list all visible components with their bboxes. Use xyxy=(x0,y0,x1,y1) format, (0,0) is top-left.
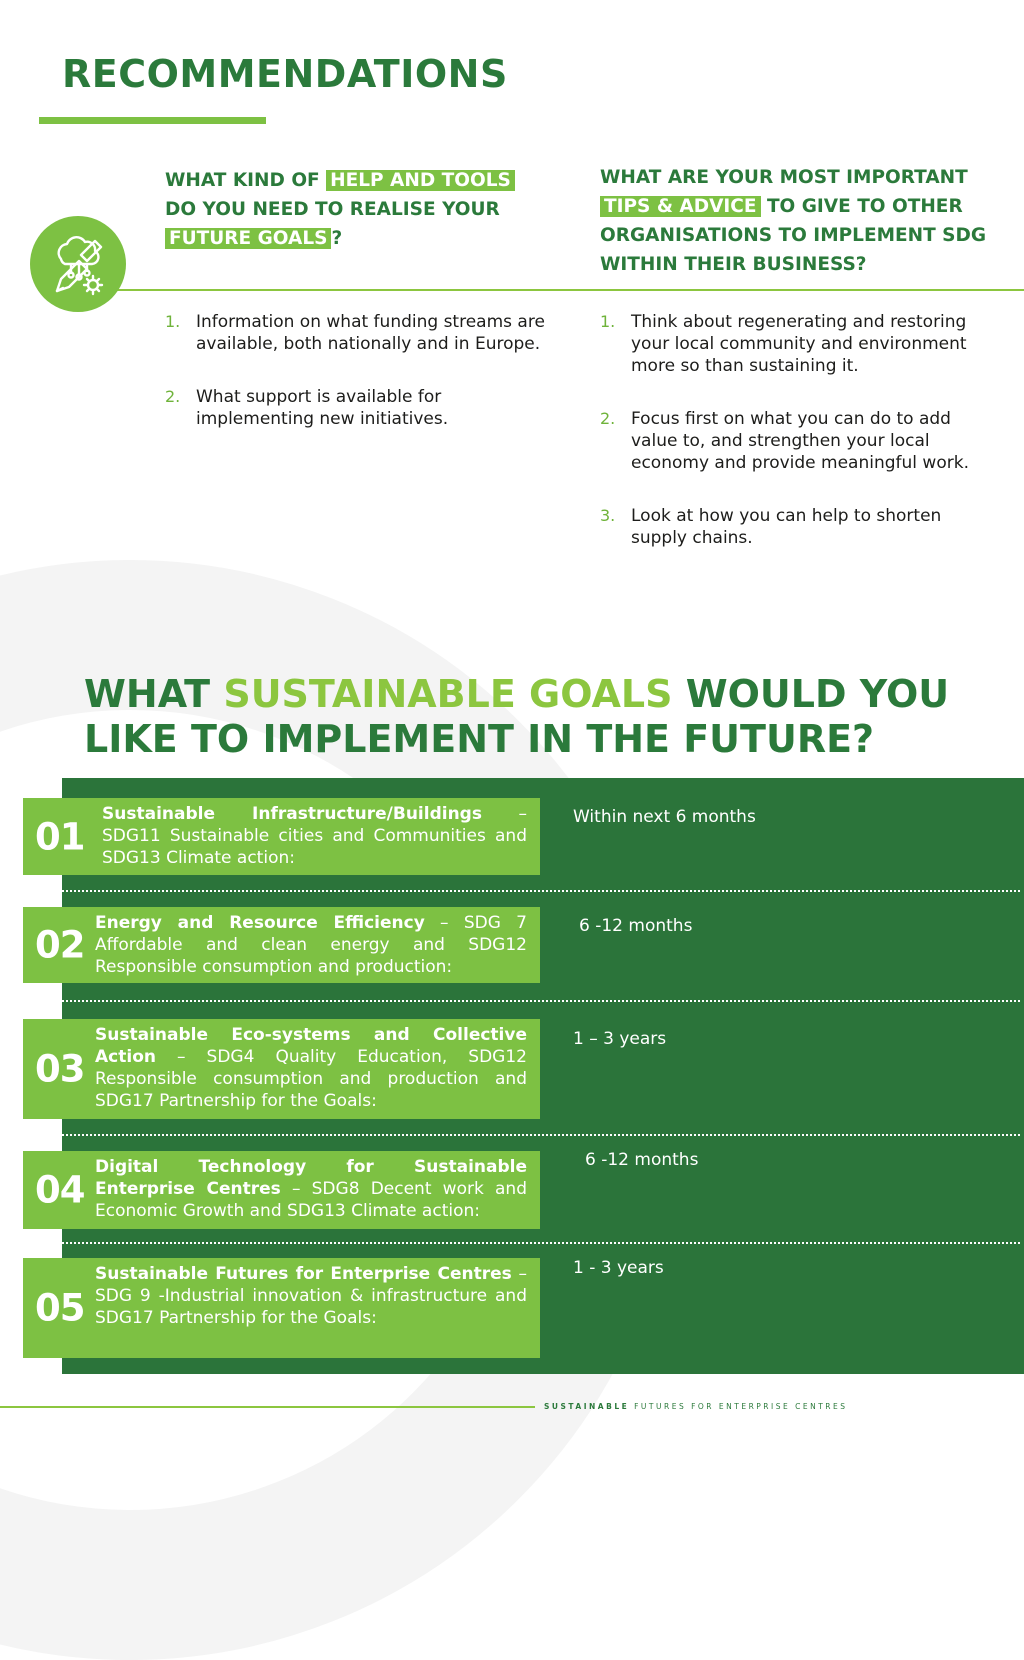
goal-sdgs: – SDG 9 -Industrial innovation & infrastructure and SDG17 Partnership for the Goals: xyxy=(95,1264,527,1328)
goal-description xyxy=(95,1156,527,1222)
dotted-separator xyxy=(62,890,1020,892)
list-number: 1. xyxy=(600,312,616,331)
goal-description xyxy=(95,912,527,978)
goal-card xyxy=(23,1151,540,1229)
heading-accent: SUSTAINABLE GOALS xyxy=(223,672,673,716)
footer-brand-rest: FUTURES FOR ENTERPRISE CENTRES xyxy=(629,1402,848,1411)
list-item xyxy=(165,311,555,355)
goal-number: 01 xyxy=(35,815,85,858)
list-text: Think about regenerating and restoring your local community and environment more so than sustaining it. xyxy=(631,312,967,376)
question-text: DO YOU NEED TO REALISE YOUR xyxy=(165,199,500,220)
question-help-tools xyxy=(165,166,525,253)
footer-brand-bold: SUSTAINABLE xyxy=(544,1402,630,1411)
goals-heading xyxy=(84,672,1004,762)
list-item xyxy=(600,505,990,549)
goal-title: Sustainable Infrastructure/Buildings xyxy=(102,804,482,824)
list-item xyxy=(165,386,555,430)
goal-timeframe: 1 – 3 years xyxy=(573,1029,667,1049)
heading-text: WOULD YOU LIKE TO IMPLEMENT IN THE FUTURE? xyxy=(84,672,950,761)
goal-number: 02 xyxy=(35,923,85,967)
question-highlight: HELP AND TOOLS xyxy=(326,170,515,191)
list-text: Information on what funding streams are available, both nationally and in Europe. xyxy=(196,312,545,354)
page-title: RECOMMENDATIONS xyxy=(62,52,508,96)
goal-timeframe: 1 - 3 years xyxy=(573,1258,664,1278)
goal-number: 05 xyxy=(35,1286,85,1330)
answers-tips-advice xyxy=(600,311,990,549)
goal-sdgs: – SDG 7 Affordable and clean energy and SDG12 Responsible consumption and production: xyxy=(95,913,527,977)
dotted-separator xyxy=(62,1000,1020,1002)
goal-sdgs: – SDG4 Quality Education, SDG12 Responsible consumption and production and SDG17 Partnership for the Goals: xyxy=(95,1047,527,1111)
section-divider xyxy=(110,289,1024,291)
goal-description xyxy=(95,1263,527,1329)
list-number: 2. xyxy=(600,409,616,428)
goal-title: Energy and Resource Efficiency xyxy=(95,913,425,933)
list-number: 3. xyxy=(600,506,616,525)
goal-description xyxy=(102,803,527,869)
question-highlight: TIPS & ADVICE xyxy=(600,196,761,217)
question-text: WHAT KIND OF xyxy=(165,170,327,191)
brainstorm-tools-icon xyxy=(30,216,126,312)
title-underline xyxy=(39,117,266,124)
question-text: WHAT ARE YOUR MOST IMPORTANT xyxy=(600,167,968,188)
goal-card xyxy=(23,1019,540,1119)
question-highlight: FUTURE GOALS xyxy=(165,228,331,249)
dotted-separator xyxy=(62,1134,1020,1136)
heading-text: WHAT xyxy=(84,672,224,716)
footer-line xyxy=(0,1406,535,1408)
answers-help-tools xyxy=(165,311,555,430)
question-tips-advice xyxy=(600,163,1000,279)
question-text: ? xyxy=(331,228,343,249)
goal-timeframe: Within next 6 months xyxy=(573,807,756,827)
goal-title: Sustainable Eco-systems and Collective Action xyxy=(95,1025,527,1067)
goal-title: Sustainable Futures for Enterprise Centres xyxy=(95,1264,512,1284)
list-text: Look at how you can help to shorten supply chains. xyxy=(631,506,942,548)
list-item xyxy=(600,311,990,377)
goal-sdgs: – SDG8 Decent work and Economic Growth and SDG13 Climate action: xyxy=(95,1179,527,1221)
goal-description xyxy=(95,1024,527,1112)
goal-card xyxy=(23,798,540,875)
goal-sdgs: – SDG11 Sustainable cities and Communities and SDG13 Climate action: xyxy=(102,804,527,868)
goal-card xyxy=(23,907,540,983)
goal-timeframe: 6 -12 months xyxy=(585,1150,699,1170)
footer-brand xyxy=(544,1402,848,1411)
goal-number: 03 xyxy=(35,1047,85,1091)
list-text: Focus first on what you can do to add value to, and strengthen your local economy and provide meaningful work. xyxy=(631,409,969,473)
goal-timeframe: 6 -12 months xyxy=(579,916,693,936)
list-item xyxy=(600,408,990,474)
list-text: What support is available for implementing new initiatives. xyxy=(196,387,449,429)
dotted-separator xyxy=(62,1242,1020,1244)
goal-card xyxy=(23,1258,540,1358)
list-number: 2. xyxy=(165,387,181,406)
question-text: TO GIVE TO OTHER ORGANISATIONS TO IMPLEMENT SDG WITHIN THEIR BUSINESS? xyxy=(600,196,987,275)
goal-title: Digital Technology for Sustainable Enterprise Centres xyxy=(95,1157,527,1199)
goal-number: 04 xyxy=(35,1168,85,1212)
list-number: 1. xyxy=(165,312,181,331)
